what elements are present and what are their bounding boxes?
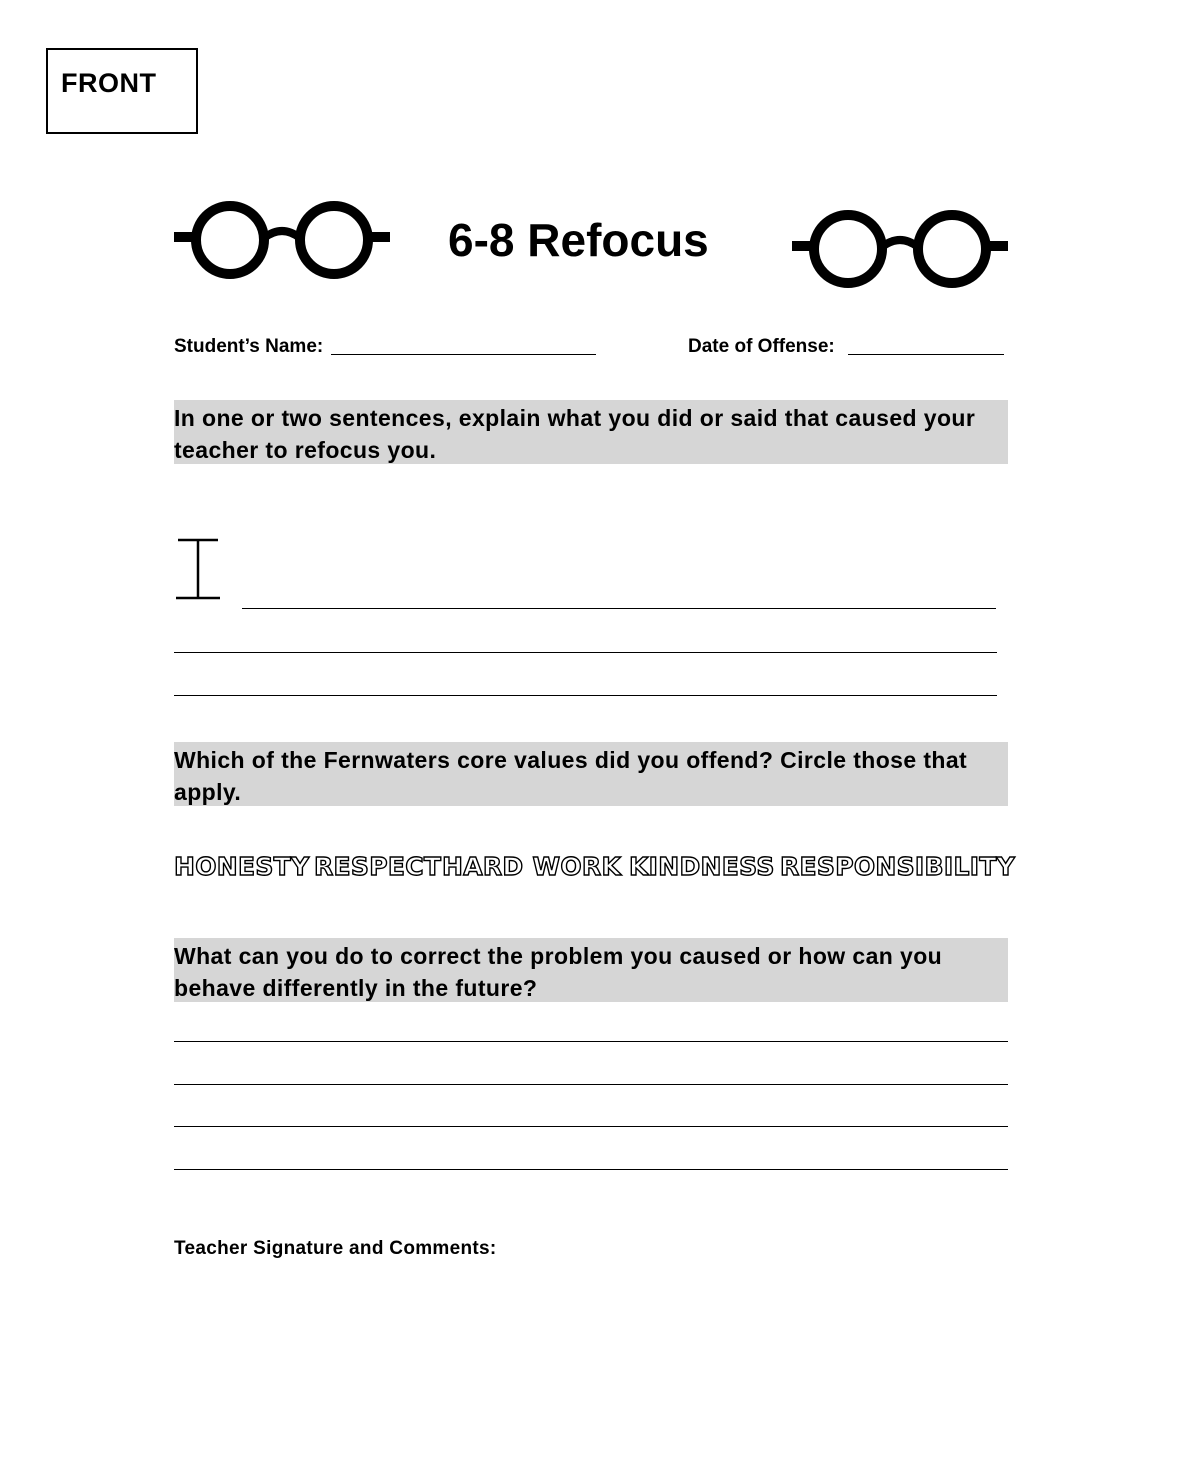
question-1-box: [174, 400, 1008, 464]
core-value-honesty[interactable]: HONESTY: [174, 852, 310, 881]
core-value-responsibility[interactable]: RESPONSIBILITY: [780, 852, 1016, 881]
question-3-box: [174, 938, 1008, 1002]
answer-1-line[interactable]: [174, 652, 997, 653]
answer-3-line[interactable]: [174, 1126, 1008, 1127]
question-2-box: [174, 742, 1008, 806]
front-label: FRONT: [61, 68, 157, 98]
date-of-offense-field[interactable]: [848, 354, 1004, 355]
teacher-signature-label: Teacher Signature and Comments:: [174, 1238, 497, 1259]
glasses-icon: [174, 196, 390, 286]
glasses-icon: [792, 205, 1008, 295]
question-1-text: In one or two sentences, explain what you did or said that caused your teacher to refocus you.: [174, 405, 976, 463]
answer-3-line[interactable]: [174, 1169, 1008, 1170]
answer-1-line[interactable]: [174, 695, 997, 696]
question-3-text: What can you do to correct the problem you caused or how can you behave differently in the future?: [174, 943, 943, 1001]
student-name-label: Student’s Name:: [174, 336, 324, 357]
question-2-text: Which of the Fernwaters core values did you offend? Circle those that apply.: [174, 747, 968, 805]
answer-start-letter: [174, 536, 222, 602]
core-value-respect[interactable]: RESPECT: [314, 852, 442, 881]
date-of-offense-label: Date of Offense:: [688, 336, 835, 357]
answer-1-line[interactable]: [242, 608, 996, 609]
answer-3-line[interactable]: [174, 1084, 1008, 1085]
page-title: 6-8 Refocus: [448, 214, 709, 266]
core-value-hard-work[interactable]: HARD WORK: [442, 852, 622, 881]
core-value-kindness[interactable]: KINDNESS: [629, 852, 775, 881]
answer-3-line[interactable]: [174, 1041, 1008, 1042]
student-name-field[interactable]: [331, 354, 596, 355]
